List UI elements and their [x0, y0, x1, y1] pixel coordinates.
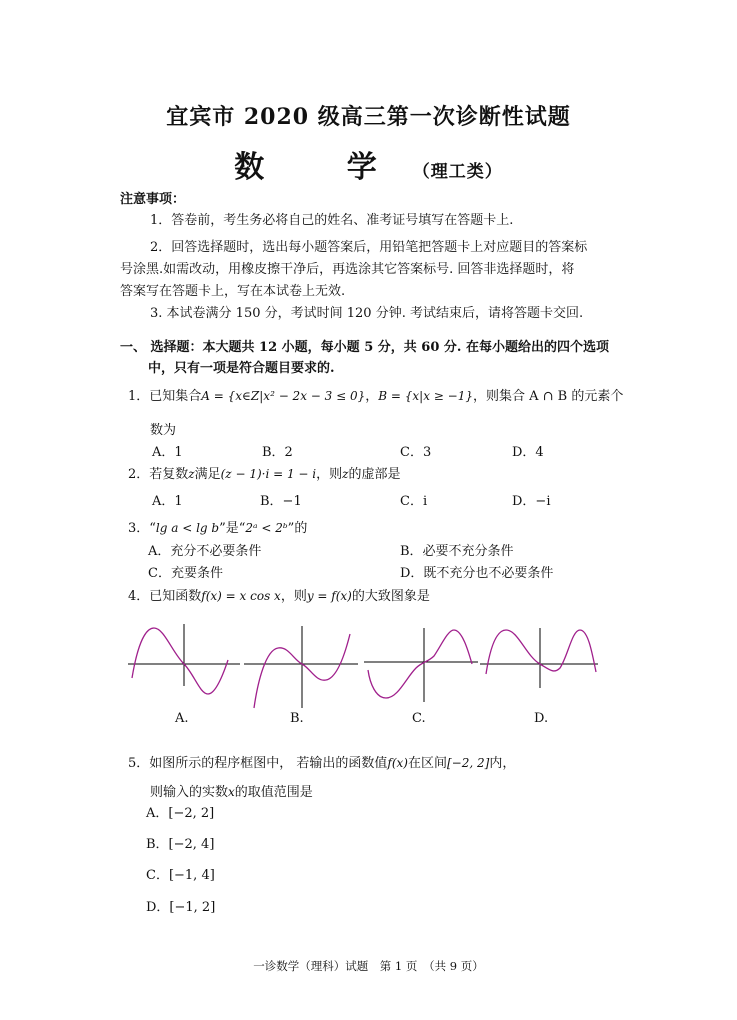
notes-heading: 注意事项： [120, 192, 186, 207]
section-1-line-2: 中，只有一项是符合题目要求的. [148, 361, 335, 376]
q4-label-b: B. [290, 711, 304, 726]
page-footer: 一诊数学（理科）试题 第 1 页 （共 9 页） [253, 959, 484, 973]
q1-suffix: ，则集合 A ∩ B 的元素个 [472, 389, 624, 404]
q5-l2-prefix: 则输入的实数 [150, 785, 229, 800]
q3-condition-1: lg a < lg b [155, 521, 220, 535]
q4-label-a: A. [175, 711, 189, 726]
q4-graph-b [244, 622, 362, 710]
q4-suffix: 的大致图象是 [351, 589, 430, 604]
q5-option-a: A．[−2, 2] [146, 806, 215, 821]
q3-close: ”的 [287, 521, 308, 536]
q5-prefix: 5．如图所示的程序框图中， 若输出的函数值 [128, 756, 388, 771]
q5-option-c: C．[−1, 4] [146, 868, 215, 883]
q2-option-a: A．1 [152, 494, 183, 509]
q2-var-z-2: z [342, 467, 349, 481]
question-5-line-2 [150, 781, 313, 800]
q1-option-c: C．3 [400, 445, 432, 460]
q2-option-d: D．−i [512, 494, 551, 509]
q4-graph-c [362, 622, 480, 704]
subject-title [0, 142, 737, 186]
q5-option-b: B．[−2, 4] [146, 837, 215, 852]
q3-option-d: D．既不充分也不必要条件 [400, 566, 554, 581]
note-2-line-2: 号涂黑.如需改动，用橡皮擦干净后，再选涂其它答案标号. 回答非选择题时，将 [120, 262, 575, 277]
question-4-stem [128, 585, 430, 604]
q5-var-x: x [228, 785, 235, 799]
q2-option-b: B．−1 [260, 494, 302, 509]
q2-option-c: C．i [400, 494, 428, 509]
q3-option-c: C．充要条件 [148, 566, 223, 581]
q3-middle: ”是“ [219, 521, 246, 536]
q3-condition-2: 2ᵃ < 2ᵇ [245, 521, 288, 535]
subject-main: 数 学 [234, 150, 413, 185]
q1-option-b: B．2 [262, 445, 293, 460]
question-5-line-1 [128, 752, 515, 771]
question-3-stem [128, 517, 307, 536]
q2-prefix: 2．若复数 [128, 467, 189, 482]
q4-mid: ，则 [280, 589, 307, 604]
q4-function: f(x) = x cos x [201, 589, 281, 603]
note-1: 1．答卷前，考生务必将自己的姓名、准考证号填写在答题卡上. [150, 213, 514, 228]
q1-set-b: B = {x|x ≥ −1} [378, 389, 473, 403]
q2-var-z: z [188, 467, 195, 481]
note-3: 3. 本试卷满分 150 分，考试时间 120 分钟. 考试结束后，请将答题卡交回. [150, 306, 584, 321]
q5-option-d: D．[−1, 2] [146, 900, 216, 915]
q1-option-a: A．1 [152, 445, 183, 460]
q5-function: f(x) [387, 756, 408, 770]
q4-graph-a [128, 622, 244, 700]
note-2-line-3: 答案写在答题卡上，写在本试卷上无效. [120, 284, 346, 299]
q1-prefix: 1．已知集合 [128, 389, 202, 404]
q4-function-2: y = f(x) [306, 589, 352, 603]
note-2-line-1: 2．回答选择题时，选出每小题答案后，用铅笔把答题卡上对应题目的答案标 [150, 240, 588, 255]
question-1-line-2: 数为 [150, 423, 177, 438]
q2-mid-2: ，则 [316, 467, 343, 482]
q2-mid: 满足 [194, 467, 221, 482]
section-1-line-1: 一、 选择题：本大题共 12 小题，每小题 5 分，共 60 分. 在每小题给出的四个选项 [120, 340, 609, 355]
q3-option-a: A．充分不必要条件 [148, 544, 262, 559]
q5-mid: 在区间 [407, 756, 447, 771]
q1-option-d: D．4 [512, 445, 544, 460]
q4-graph-d [480, 622, 602, 692]
q3-open: 3．“ [128, 521, 156, 536]
q5-interval: [−2, 2] [447, 756, 490, 770]
q5-l2-suffix: 的取值范围是 [234, 785, 313, 800]
exam-title: 宜宾市 2020 级高三第一次诊断性试题 [166, 104, 571, 130]
graph-a-curve [132, 628, 228, 694]
q3-option-b: B．必要不充分条件 [400, 544, 514, 559]
graph-c-curve [368, 630, 472, 698]
q4-label-d: D. [534, 711, 549, 726]
q2-suffix: 的虚部是 [348, 467, 401, 482]
graph-d-curve [486, 630, 596, 674]
question-2-stem [128, 463, 400, 482]
q1-separator: ， [365, 389, 379, 404]
q5-suffix: 内， [489, 756, 516, 771]
q1-set-a: A = {x∈Z|x² − 2x − 3 ≤ 0} [201, 389, 366, 403]
q4-label-c: C. [412, 711, 426, 726]
q2-equation: (z − 1)·i = 1 − i [220, 467, 317, 481]
question-1-stem [128, 385, 623, 404]
subject-category: （理工类） [412, 162, 503, 182]
q4-prefix: 4．已知函数 [128, 589, 202, 604]
